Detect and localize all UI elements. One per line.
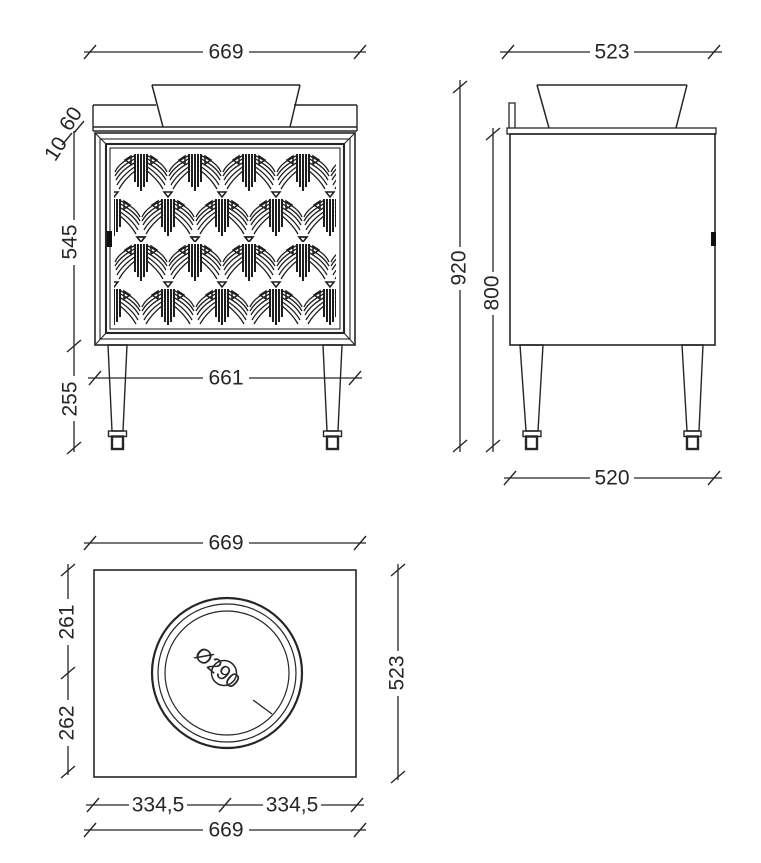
front-countertop xyxy=(93,105,357,131)
dim-front-top-gap: 10 xyxy=(39,132,73,166)
side-view xyxy=(448,41,723,490)
front-basin xyxy=(152,85,300,127)
side-door-handle-icon xyxy=(711,232,716,246)
dim-top-half-width-right: 334,5 xyxy=(265,793,319,817)
dim-basin-diameter: Ø290 xyxy=(189,642,245,694)
top-basin-label xyxy=(190,643,272,714)
front-view xyxy=(40,41,366,455)
front-cabinet xyxy=(95,133,355,345)
side-legs xyxy=(520,345,703,449)
front-door-pattern xyxy=(114,152,336,325)
basin-label-leader xyxy=(253,700,272,714)
dim-side-depth-total: 523 xyxy=(594,40,630,64)
front-vanity xyxy=(93,85,357,449)
dim-top-back-offset: 262 xyxy=(55,705,79,741)
side-vanity xyxy=(507,85,716,449)
dim-front-leg-height: 255 xyxy=(58,381,82,417)
dim-side-cabinet-height: 800 xyxy=(480,275,504,311)
top-vanity xyxy=(94,570,356,777)
dim-front-counter-height: 60 xyxy=(54,102,88,136)
dim-front-inner-width: 661 xyxy=(208,366,244,390)
side-basin xyxy=(537,85,687,128)
dim-top-front-offset: 261 xyxy=(55,604,79,640)
front-door-handle-icon xyxy=(107,231,112,247)
dim-top-width-total: 669 xyxy=(208,531,244,555)
dim-side-bottom-depth: 520 xyxy=(594,466,630,490)
side-cabinet xyxy=(510,134,716,345)
front-legs xyxy=(108,345,342,449)
dim-top-depth-total: 523 xyxy=(385,655,409,691)
side-countertop xyxy=(507,128,716,134)
dim-front-door-height: 545 xyxy=(58,224,82,260)
dim-top-width-total-bottom: 669 xyxy=(208,818,244,842)
dim-side-height-total: 920 xyxy=(447,250,471,286)
dim-top-half-width-left: 334,5 xyxy=(131,793,185,817)
side-backsplash xyxy=(509,103,515,128)
top-view xyxy=(56,532,409,842)
dim-front-width-total: 669 xyxy=(208,40,244,64)
